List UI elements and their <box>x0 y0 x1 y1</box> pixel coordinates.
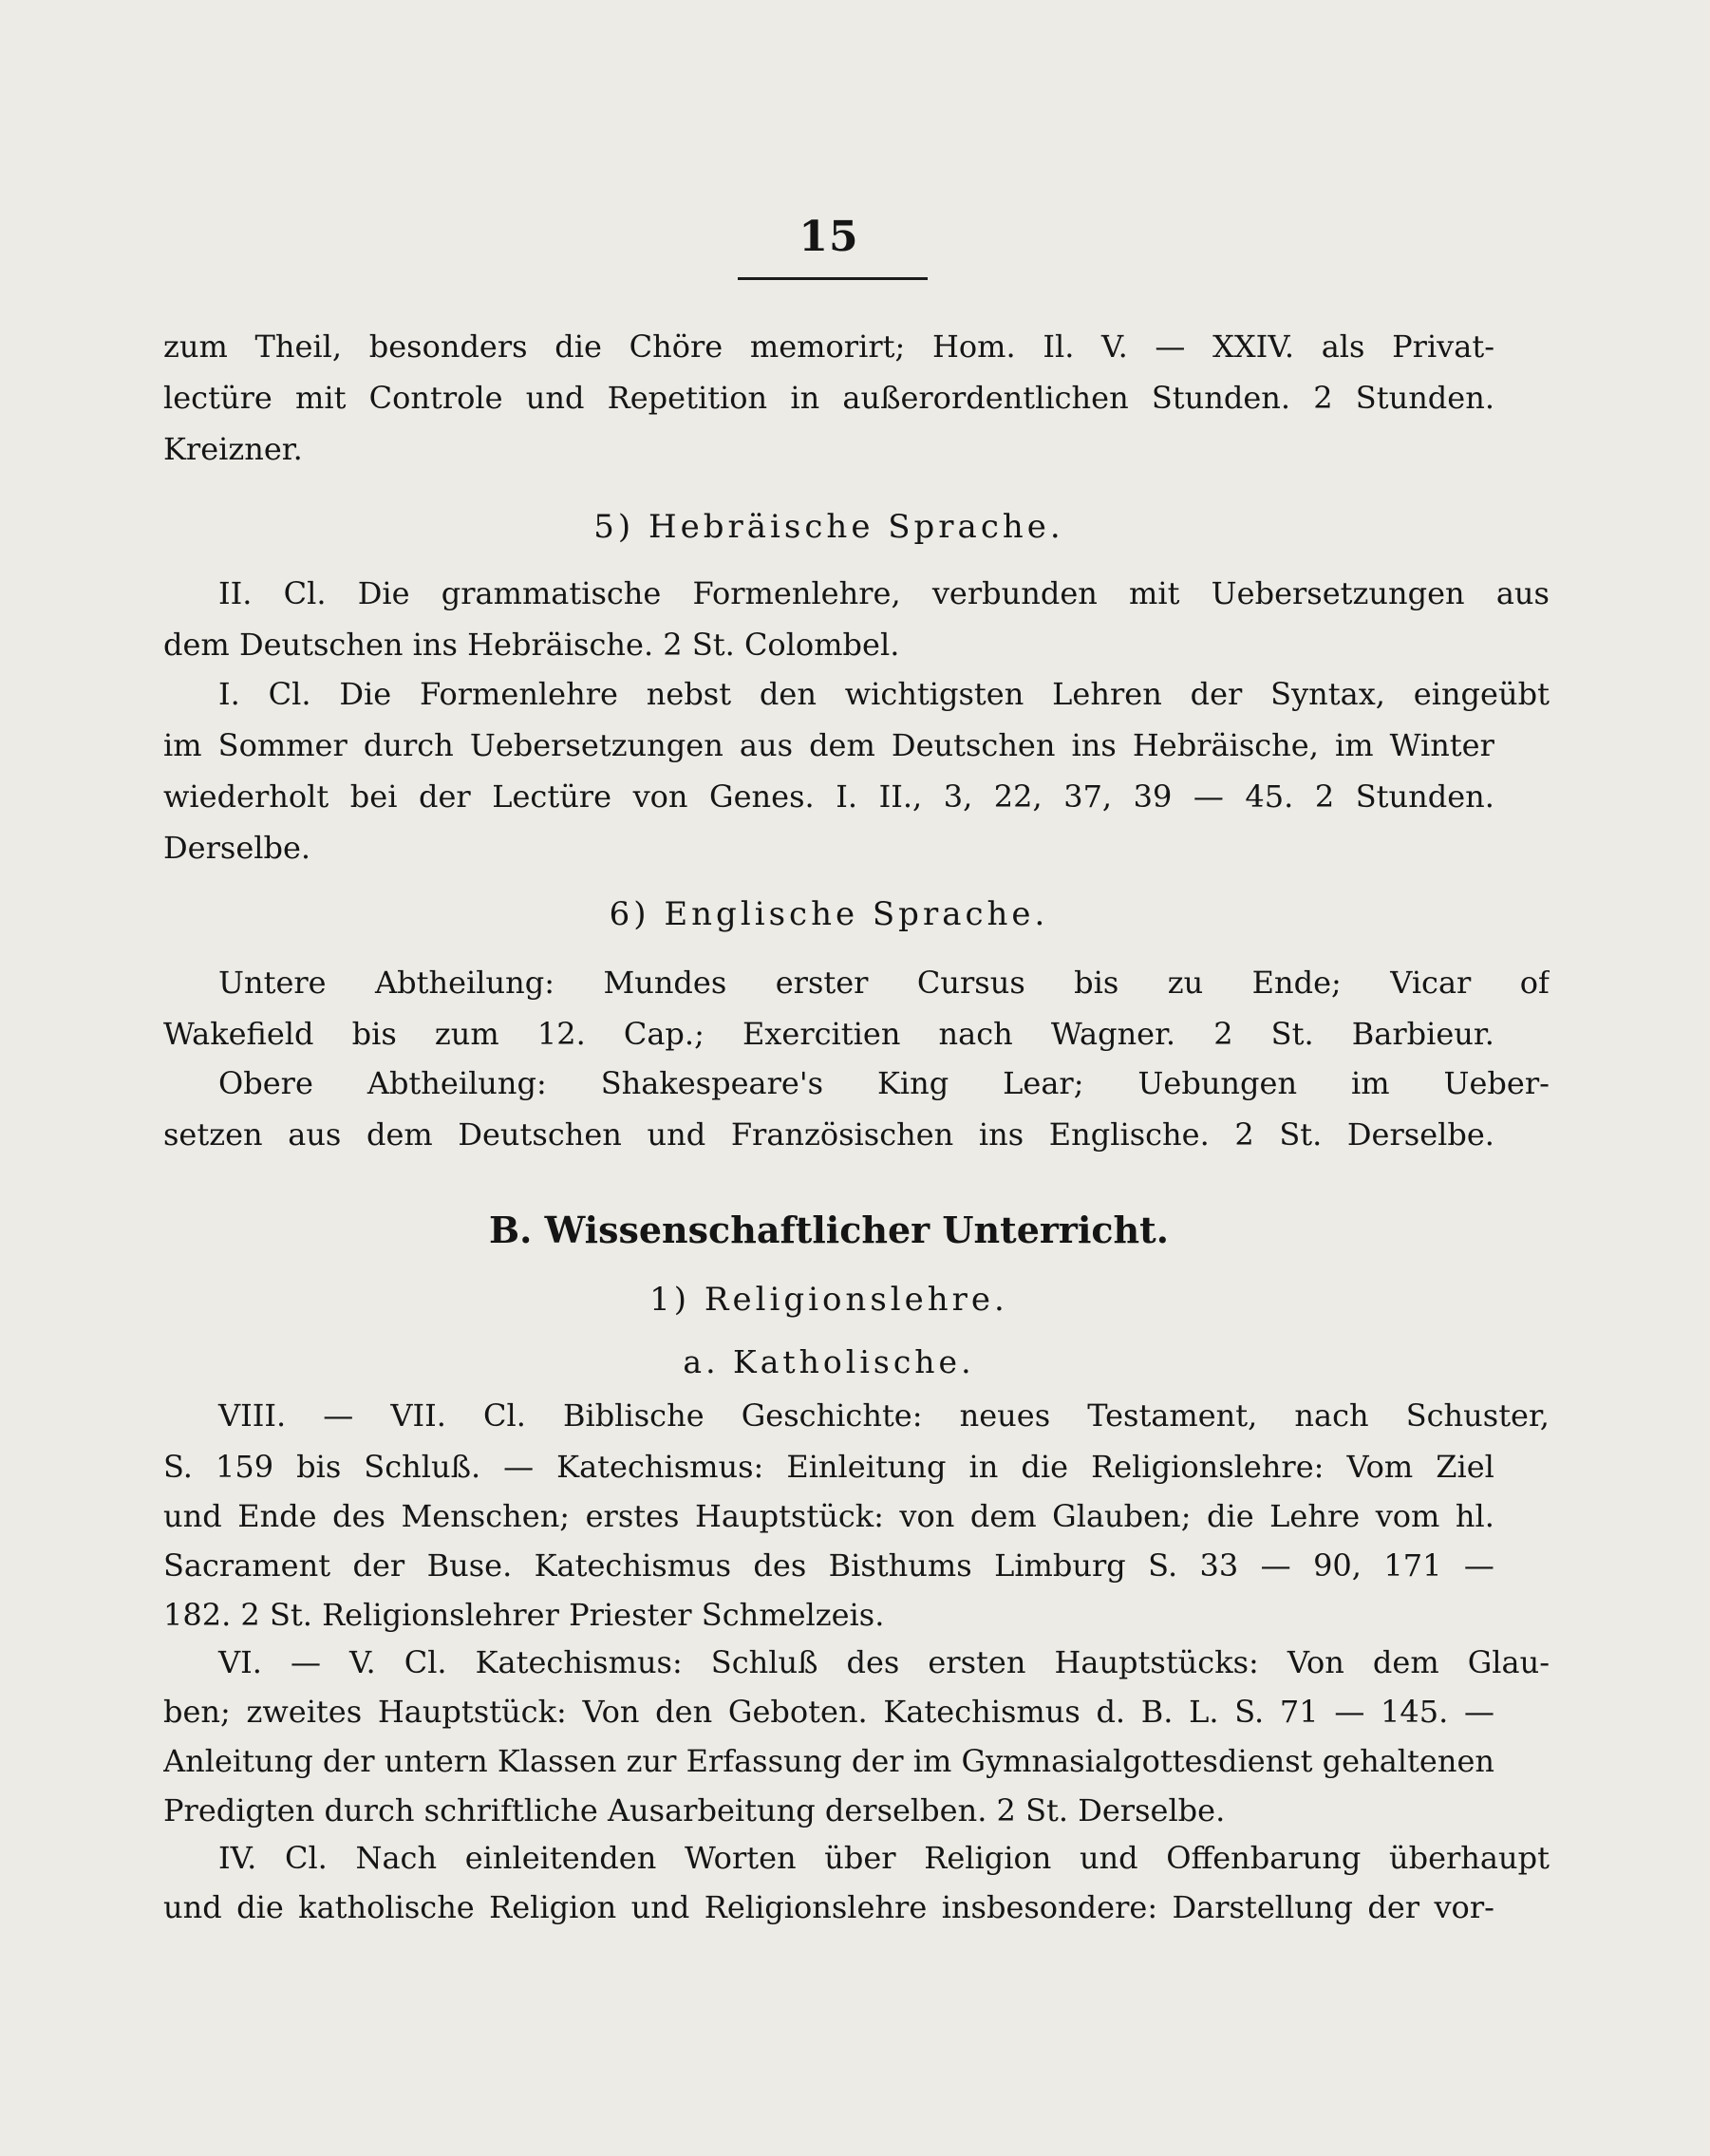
text-line: Kreizner. <box>163 431 303 467</box>
word: Testament, <box>1087 1397 1258 1434</box>
word: des <box>753 1547 807 1584</box>
word: des <box>332 1498 385 1534</box>
word: außerordentlichen <box>842 380 1129 416</box>
word: Einleitung <box>786 1449 947 1485</box>
word: bis <box>351 1016 397 1052</box>
word: I. <box>836 778 858 815</box>
word: Von <box>582 1694 640 1730</box>
text-line: Predigten durch schriftliche Ausarbeitung derselben. 2 St. Derselbe. <box>163 1792 1226 1828</box>
word: überhaupt <box>1388 1840 1550 1876</box>
text-line <box>163 1492 1494 1540</box>
word: Untere <box>218 965 327 1001</box>
page-number: 15 <box>799 213 859 261</box>
word: und <box>163 1889 222 1925</box>
word: die <box>236 1889 284 1925</box>
word: Katechismus <box>534 1547 731 1584</box>
word: ins <box>978 1116 1024 1153</box>
word: und <box>525 380 585 416</box>
word: und <box>630 1889 690 1925</box>
word: Vom <box>1346 1449 1414 1485</box>
word: VI. <box>218 1644 262 1680</box>
word: L. <box>1189 1694 1219 1730</box>
word: Chöre <box>629 328 723 365</box>
text-line <box>163 722 1494 769</box>
text-line <box>163 1111 1494 1158</box>
word: V. <box>348 1644 376 1680</box>
word: Formenlehre <box>420 676 618 712</box>
word: erster <box>775 965 869 1001</box>
word: Bisthums <box>828 1547 972 1584</box>
word: Winter <box>1389 727 1494 763</box>
word: grammatische <box>441 575 662 611</box>
word: und <box>1079 1840 1138 1876</box>
word: von <box>632 778 688 815</box>
word: 33 <box>1199 1547 1239 1584</box>
word: und <box>163 1498 222 1534</box>
word: den <box>759 676 817 712</box>
word: Deutschen <box>891 727 1056 763</box>
word: Klassen <box>497 1743 617 1779</box>
word: Cursus <box>916 965 1025 1001</box>
text-line <box>163 1392 1550 1439</box>
word: 37, <box>1063 778 1113 815</box>
word: Hebräische, <box>1132 727 1319 763</box>
word: der <box>851 1743 904 1779</box>
word: nebst <box>646 676 732 712</box>
word: Cl. <box>284 1840 328 1876</box>
word: gehaltenen <box>1322 1743 1494 1779</box>
word: — <box>1260 1547 1291 1584</box>
word: ins <box>1071 727 1117 763</box>
word: neues <box>959 1397 1051 1434</box>
word: Buse. <box>426 1547 513 1584</box>
text-line <box>163 1059 1550 1107</box>
word: Obere <box>218 1065 313 1101</box>
word: zu <box>1167 965 1204 1001</box>
word: Cap.; <box>623 1016 705 1052</box>
word: — <box>1463 1547 1494 1584</box>
text-line <box>163 1010 1494 1058</box>
word: nach <box>1294 1397 1369 1434</box>
word: Erfassung <box>686 1743 842 1779</box>
word: mit <box>294 380 347 416</box>
word: Derselbe. <box>1346 1116 1494 1153</box>
word: eingeübt <box>1413 676 1550 712</box>
word: Katechismus <box>883 1694 1080 1730</box>
word: Französischen <box>730 1116 954 1153</box>
text-line <box>163 1542 1494 1589</box>
word: Hauptstücks: <box>1054 1644 1259 1680</box>
word: Katechismus: <box>475 1644 683 1680</box>
text-line <box>163 570 1550 617</box>
word: Cl. <box>404 1644 447 1680</box>
word: Uebersetzungen <box>469 727 723 763</box>
word: ben; <box>163 1694 231 1730</box>
word: dem <box>809 727 875 763</box>
word: verbunden <box>931 575 1098 611</box>
word: Menschen; <box>401 1498 571 1534</box>
word: — <box>1193 778 1224 815</box>
section-heading: 6) Englische Sprache. <box>609 895 1049 933</box>
word: die <box>554 328 602 365</box>
word: IV. <box>218 1840 257 1876</box>
word: Privat- <box>1392 328 1494 365</box>
word: bei <box>349 778 398 815</box>
word: 3, <box>943 778 973 815</box>
text-line: 182. 2 St. Religionslehrer Priester Schmelzeis. <box>163 1597 885 1633</box>
word: 2 <box>1314 778 1335 815</box>
word: dem <box>366 1116 433 1153</box>
word: — <box>1463 1694 1494 1730</box>
word: in <box>968 1449 999 1485</box>
word: der <box>322 1743 375 1779</box>
word: Nach <box>355 1840 438 1876</box>
word: zum <box>163 328 228 365</box>
word: Sacrament <box>163 1547 331 1584</box>
word: dem <box>969 1498 1037 1534</box>
word: Sommer <box>217 727 348 763</box>
word: ersten <box>928 1644 1026 1680</box>
word: Stunden. <box>1151 380 1291 416</box>
word: Controle <box>368 380 503 416</box>
word: VIII. <box>218 1397 287 1434</box>
word: Ziel <box>1436 1449 1494 1485</box>
word: Theil, <box>254 328 343 365</box>
word: Religionslehre <box>704 1889 928 1925</box>
subsection-heading: 1) Religionslehre. <box>649 1281 1008 1319</box>
word: — <box>1155 328 1186 365</box>
text-line <box>163 959 1550 1006</box>
text-column <box>163 0 1550 2156</box>
word: Syntax, <box>1270 676 1385 712</box>
word: Genes. <box>709 778 815 815</box>
word: aus <box>288 1116 342 1153</box>
word: Barbieur. <box>1351 1016 1494 1052</box>
word: 90, <box>1313 1547 1362 1584</box>
word: Gymnasialgottesdienst <box>961 1743 1313 1779</box>
word: I. <box>218 676 240 712</box>
word: einleitenden <box>464 1840 657 1876</box>
word: insbesondere: <box>941 1889 1158 1925</box>
word: hl. <box>1455 1498 1494 1534</box>
word: Lehren <box>1052 676 1162 712</box>
word: Hauptstück: <box>694 1498 884 1534</box>
word: des <box>846 1644 900 1680</box>
word: Schuster, <box>1405 1397 1550 1434</box>
word: II., <box>878 778 923 815</box>
word: 12. <box>536 1016 586 1052</box>
word: dem <box>1372 1644 1439 1680</box>
word: Glauben; <box>1052 1498 1192 1534</box>
word: — <box>503 1449 535 1485</box>
word: Geboten. <box>727 1694 868 1730</box>
word: als <box>1321 328 1365 365</box>
word: im <box>163 727 202 763</box>
word: aus <box>1495 575 1550 611</box>
word: Lear; <box>1003 1065 1084 1101</box>
word: von <box>899 1498 955 1534</box>
word: B. <box>1140 1694 1174 1730</box>
word: Wagner. <box>1050 1016 1176 1052</box>
word: Religion <box>924 1840 1052 1876</box>
word: Ueber- <box>1443 1065 1550 1101</box>
word: Worten <box>684 1840 797 1876</box>
word: Vicar <box>1390 965 1472 1001</box>
word: XXIV. <box>1212 328 1294 365</box>
text-line: Derselbe. <box>163 830 311 866</box>
word: im <box>912 1743 952 1779</box>
word: in <box>790 380 820 416</box>
word: vom <box>1375 1498 1440 1534</box>
text-line <box>163 323 1494 370</box>
text-line <box>163 1639 1550 1686</box>
text-line <box>163 773 1494 820</box>
word: S. <box>163 1449 193 1485</box>
word: im <box>1351 1065 1390 1101</box>
word: Die <box>339 676 392 712</box>
word: memorirt; <box>749 328 906 365</box>
text-line <box>163 1688 1494 1735</box>
word: Lectüre <box>492 778 612 815</box>
word: und <box>647 1116 706 1153</box>
text-line <box>163 670 1550 718</box>
word: 171 <box>1383 1547 1442 1584</box>
word: 159 <box>215 1449 274 1485</box>
word: 22, <box>993 778 1043 815</box>
word: 2 <box>1213 1016 1233 1052</box>
word: Darstellung <box>1172 1889 1353 1925</box>
word: besonders <box>368 328 528 365</box>
word: Englische. <box>1048 1116 1210 1153</box>
word: S. <box>1148 1547 1178 1584</box>
word: Cl. <box>268 676 311 712</box>
word: Abtheilung: <box>375 965 554 1001</box>
word: Stunden. <box>1355 778 1494 815</box>
word: Geschichte: <box>741 1397 923 1434</box>
text-line <box>163 1443 1494 1490</box>
word: S. <box>1234 1694 1265 1730</box>
word: Ende; <box>1251 965 1342 1001</box>
word: 39 <box>1133 778 1173 815</box>
word: Uebersetzungen <box>1211 575 1465 611</box>
word: Lehre <box>1269 1498 1361 1534</box>
word: untern <box>384 1743 488 1779</box>
word: 145. <box>1381 1694 1449 1730</box>
word: Repetition <box>607 380 768 416</box>
word: Wakefield <box>163 1016 314 1052</box>
section-b-heading: B. Wissenschaftlicher Unterricht. <box>489 1209 1169 1251</box>
word: bis <box>1074 965 1119 1001</box>
word: nach <box>938 1016 1013 1052</box>
word: 45. <box>1245 778 1294 815</box>
text-line: dem Deutschen ins Hebräische. 2 St. Colombel. <box>163 627 900 663</box>
word: bis <box>296 1449 342 1485</box>
word: mit <box>1129 575 1180 611</box>
text-line <box>163 1737 1494 1785</box>
word: Religionslehre: <box>1091 1449 1325 1485</box>
word: vor- <box>1434 1889 1494 1925</box>
word: Shakespeare's <box>600 1065 824 1101</box>
word: Uebungen <box>1137 1065 1298 1101</box>
word: zur <box>626 1743 677 1779</box>
word: VII. <box>390 1397 446 1434</box>
header-rule <box>738 277 928 280</box>
text-line <box>163 1834 1550 1882</box>
word: der <box>352 1547 405 1584</box>
word: — <box>323 1397 354 1434</box>
word: Biblische <box>563 1397 705 1434</box>
word: der <box>1190 676 1243 712</box>
word: über <box>824 1840 896 1876</box>
word: St. <box>1279 1116 1323 1153</box>
word: lectüre <box>163 380 272 416</box>
word: Il. <box>1043 328 1075 365</box>
word: Mundes <box>603 965 727 1001</box>
word: King <box>876 1065 949 1101</box>
word: die <box>1021 1449 1069 1485</box>
word: — <box>290 1644 321 1680</box>
word: die <box>1206 1498 1254 1534</box>
word: zweites <box>246 1694 363 1730</box>
word: Cl. <box>483 1397 526 1434</box>
text-line <box>163 374 1494 422</box>
section-heading: 5) Hebräische Sprache. <box>593 508 1064 546</box>
word: Religion <box>489 1889 617 1925</box>
word: — <box>1334 1694 1365 1730</box>
word: wichtigsten <box>844 676 1024 712</box>
word: 2 <box>1234 1116 1254 1153</box>
word: den <box>655 1694 713 1730</box>
word: Stunden. <box>1355 380 1494 416</box>
word: Anleitung <box>163 1743 313 1779</box>
word: der <box>418 778 471 815</box>
word: Cl. <box>283 575 327 611</box>
word: zum <box>434 1016 499 1052</box>
word: Schluß. <box>364 1449 481 1485</box>
word: Exercitien <box>742 1016 901 1052</box>
word: setzen <box>163 1116 263 1153</box>
word: erstes <box>585 1498 680 1534</box>
word: Die <box>357 575 410 611</box>
subsection-heading: a. Katholische. <box>683 1343 975 1380</box>
word: wiederholt <box>163 778 329 815</box>
word: Katechismus: <box>556 1449 764 1485</box>
word: aus <box>739 727 793 763</box>
word: St. <box>1270 1016 1314 1052</box>
word: Glau- <box>1467 1644 1550 1680</box>
word: V. <box>1101 328 1128 365</box>
word: der <box>1367 1889 1420 1925</box>
word: 71 <box>1279 1694 1319 1730</box>
word: Offenbarung <box>1166 1840 1362 1876</box>
word: Von <box>1287 1644 1344 1680</box>
word: d. <box>1096 1694 1126 1730</box>
word: Deutschen <box>458 1116 622 1153</box>
word: im <box>1334 727 1374 763</box>
word: II. <box>218 575 253 611</box>
word: Limburg <box>994 1547 1126 1584</box>
word: Abtheilung: <box>366 1065 547 1101</box>
word: Hom. <box>931 328 1016 365</box>
word: katholische <box>298 1889 475 1925</box>
word: Ende <box>237 1498 317 1534</box>
word: durch <box>363 727 454 763</box>
word: of <box>1519 965 1550 1001</box>
word: Schluß <box>710 1644 818 1680</box>
word: Hauptstück: <box>377 1694 567 1730</box>
word: Formenlehre, <box>692 575 901 611</box>
text-line <box>163 1884 1494 1931</box>
word: 2 <box>1313 380 1333 416</box>
